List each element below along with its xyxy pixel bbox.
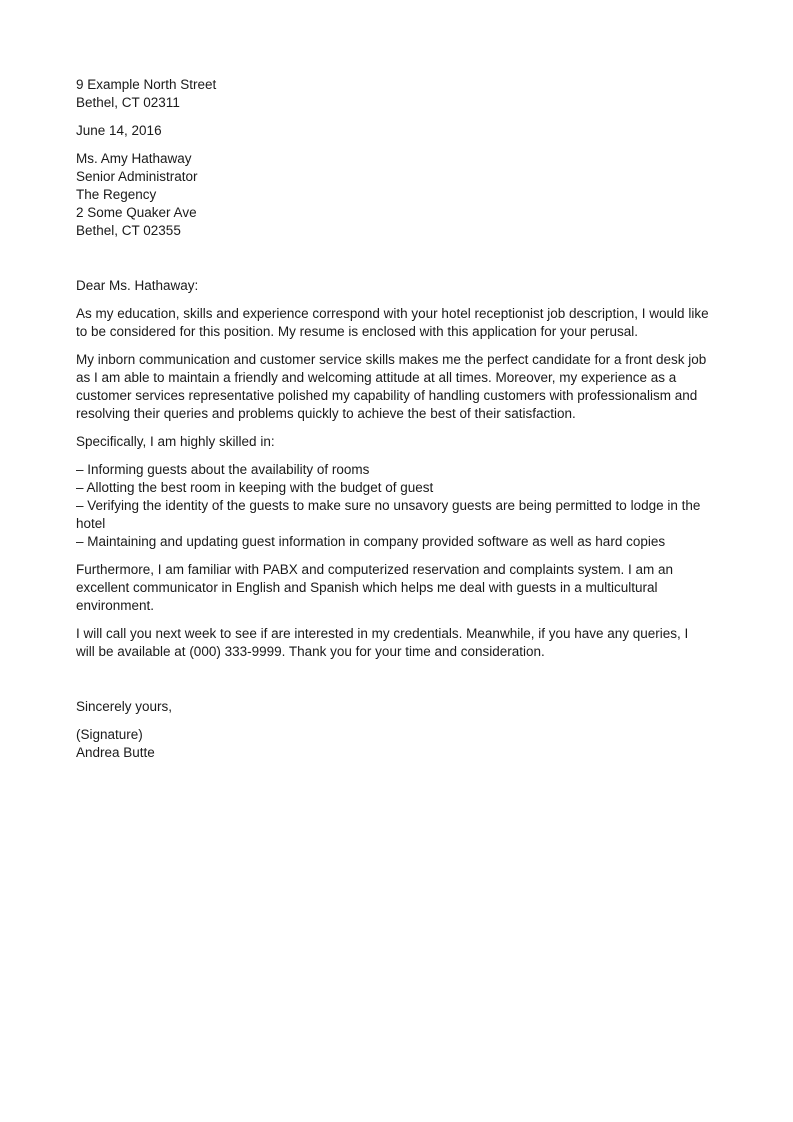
skills-list	[76, 461, 710, 551]
body-paragraph: I will call you next week to see if are interested in my credentials. Meanwhile, if you have any queries, I will be available at (000) 333-9999. Thank you for your time and consideration.	[76, 626, 689, 659]
recipient-line: Senior Administrator	[76, 169, 198, 184]
skill-item: – Verifying the identity of the guests to make sure no unsavory guests are being permitted to lodge in the hotel	[76, 498, 705, 531]
skill-item: – Maintaining and updating guest information in company provided software as well as hard copies	[76, 534, 666, 549]
body-paragraph: Furthermore, I am familiar with PABX and computerized reservation and complaints system. I am an excellent communicator in English and Spanish which helps me deal with guests in a multicultural environment.	[76, 562, 673, 613]
recipient-line: Bethel, CT 02355	[76, 223, 181, 238]
skill-item: – Allotting the best room in keeping with the budget of guest	[76, 480, 434, 495]
salutation: Dear Ms. Hathaway:	[76, 278, 199, 293]
recipient-line: 2 Some Quaker Ave	[76, 205, 197, 220]
sender-address-line: 9 Example North Street	[76, 77, 217, 92]
closing: Sincerely yours,	[76, 699, 173, 714]
signature-block	[76, 726, 710, 762]
recipient-line: The Regency	[76, 187, 157, 202]
signature-name: Andrea Butte	[76, 745, 155, 760]
body-paragraph: My inborn communication and customer service skills makes me the perfect candidate for a front desk job as I am able to maintain a friendly and welcoming attitude at all times. Moreover, my experience as a customer services representative polished my capability of handling customers with professionalism and resolving their queries and problems quickly to achieve the best of their satisfaction.	[76, 352, 707, 421]
skill-item: – Informing guests about the availability of rooms	[76, 462, 370, 477]
date-block	[76, 122, 710, 140]
recipient-line: Ms. Amy Hathaway	[76, 151, 192, 166]
sender-address-line: Bethel, CT 02311	[76, 95, 180, 110]
signature-placeholder: (Signature)	[76, 727, 143, 742]
letter-date: June 14, 2016	[76, 123, 162, 138]
body-paragraph: As my education, skills and experience correspond with your hotel receptionist job description, I would like to be considered for this position. My resume is enclosed with this application for your perusal.	[76, 306, 709, 339]
sender-address-block	[76, 76, 710, 112]
skills-intro: Specifically, I am highly skilled in:	[76, 434, 275, 449]
recipient-block	[76, 150, 710, 240]
